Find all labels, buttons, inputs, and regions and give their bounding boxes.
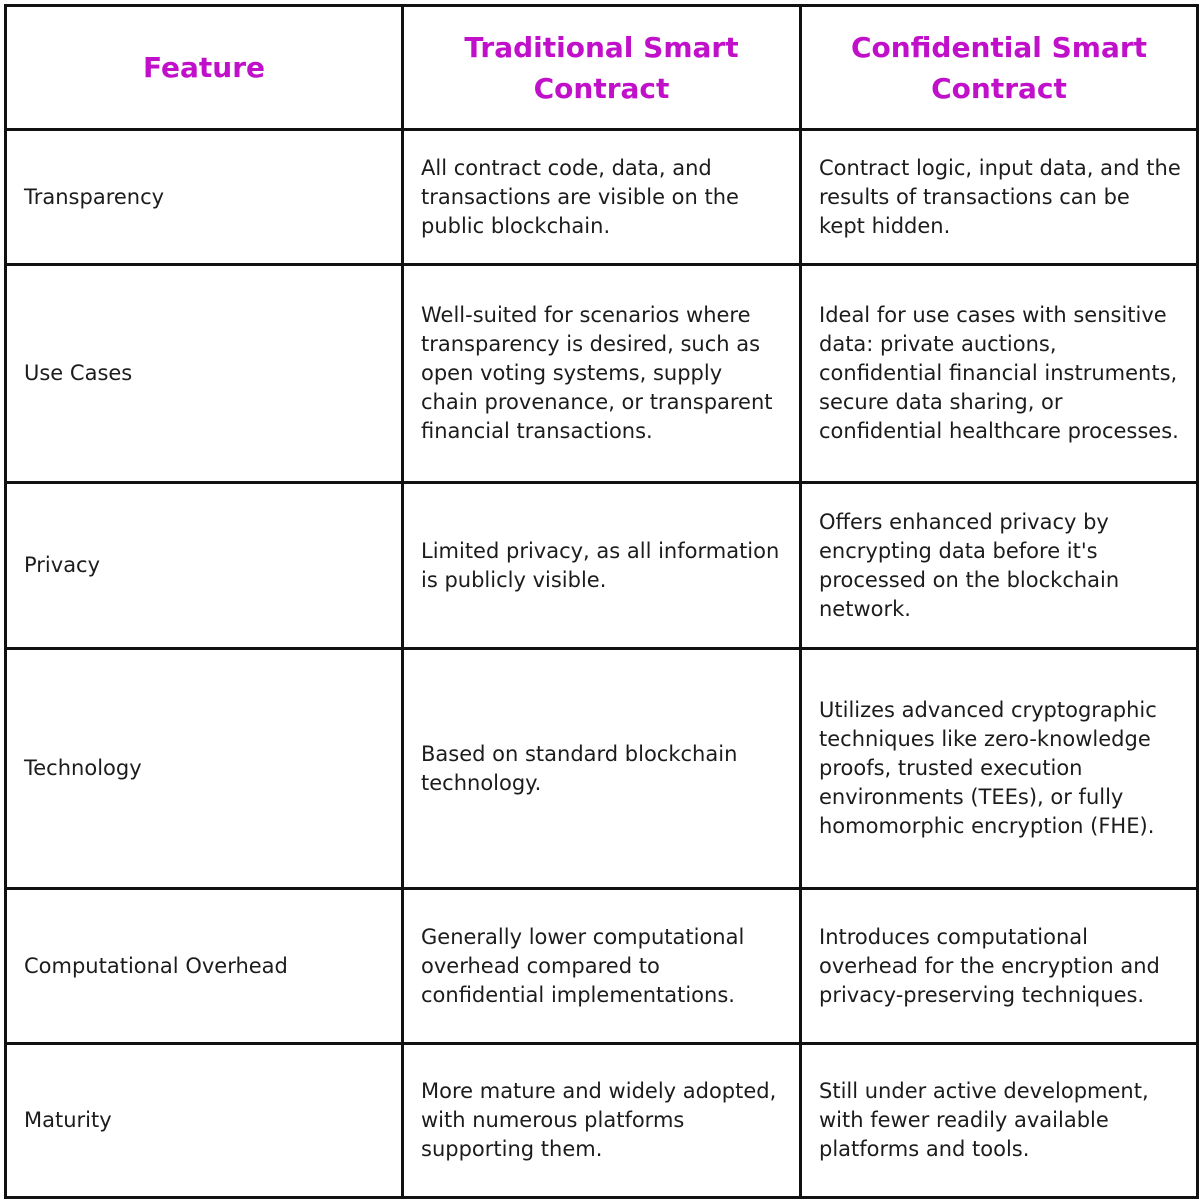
header-confidential-smart-contract: Confidential Smart Contract [801,6,1198,130]
traditional-cell-computational-overhead: Generally lower computational overhead compared to confidential implementations. [403,889,801,1044]
traditional-cell-privacy: Limited privacy, as all information is publicly visible. [403,483,801,649]
header-traditional-smart-contract: Traditional Smart Contract [403,6,801,130]
table-row [6,130,1198,265]
confidential-cell-transparency: Contract logic, input data, and the results of transactions can be kept hidden. [801,130,1198,265]
traditional-cell-technology: Based on standard blockchain technology. [403,649,801,889]
header-row [6,6,1198,130]
table-row [6,1044,1198,1198]
header-feature: Feature [6,6,403,130]
traditional-cell-maturity: More mature and widely adopted, with numerous platforms supporting them. [403,1044,801,1198]
traditional-cell-transparency: All contract code, data, and transactions are visible on the public blockchain. [403,130,801,265]
confidential-cell-technology: Utilizes advanced cryptographic techniques like zero-knowledge proofs, trusted execution environments (TEEs), or fully homomorphic encryption (FHE). [801,649,1198,889]
feature-cell-technology: Technology [6,649,403,889]
table-row [6,483,1198,649]
feature-cell-use-cases: Use Cases [6,265,403,483]
feature-cell-computational-overhead: Computational Overhead [6,889,403,1044]
confidential-cell-computational-overhead: Introduces computational overhead for the encryption and privacy-preserving techniques. [801,889,1198,1044]
feature-cell-maturity: Maturity [6,1044,403,1198]
table-row [6,649,1198,889]
confidential-cell-privacy: Offers enhanced privacy by encrypting data before it's processed on the blockchain network. [801,483,1198,649]
traditional-cell-use-cases: Well-suited for scenarios where transparency is desired, such as open voting systems, supply chain provenance, or transparent financial transactions. [403,265,801,483]
table-row [6,265,1198,483]
feature-cell-transparency: Transparency [6,130,403,265]
feature-cell-privacy: Privacy [6,483,403,649]
table-row [6,889,1198,1044]
confidential-cell-use-cases: Ideal for use cases with sensitive data: private auctions, confidential financial instruments, secure data sharing, or confidential healthcare processes. [801,265,1198,483]
confidential-cell-maturity: Still under active development, with fewer readily available platforms and tools. [801,1044,1198,1198]
comparison-table [4,4,1199,1199]
